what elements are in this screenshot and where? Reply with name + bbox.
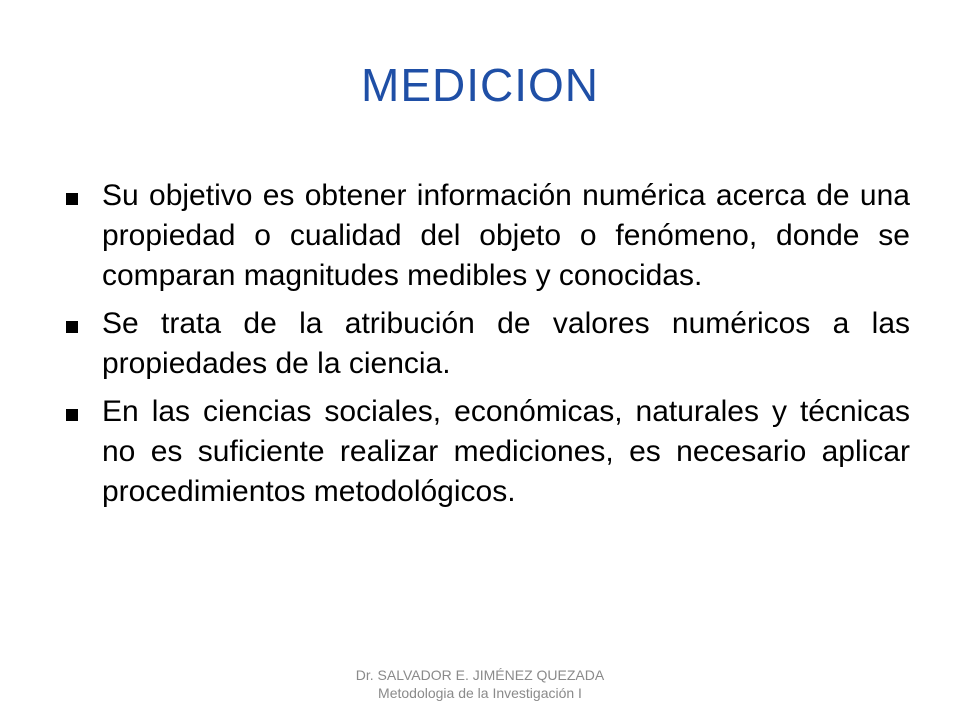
bullet-list xyxy=(66,176,910,520)
square-bullet-icon xyxy=(66,392,102,421)
square-bullet-icon xyxy=(66,304,102,333)
bullet-item xyxy=(66,392,910,512)
square-bullet-icon xyxy=(66,176,102,205)
bullet-item xyxy=(66,176,910,296)
footer-author: Dr. SALVADOR E. JIMÉNEZ QUEZADA xyxy=(355,667,605,683)
bullet-text: En las ciencias sociales, económicas, naturales y técnicas no es suficiente realizar mediciones, es necesario aplicar procedimientos metodológicos. xyxy=(102,395,910,508)
slide-footer xyxy=(0,666,960,702)
bullet-item xyxy=(66,304,910,384)
bullet-text: Se trata de la atribución de valores numéricos a las propiedades de la ciencia. xyxy=(102,307,910,380)
footer-course: Metodologia de la Investigación I xyxy=(378,685,582,701)
slide-title: MEDICION xyxy=(361,59,599,111)
bullet-text: Su objetivo es obtener información numérica acerca de una propiedad o cualidad del objeto o fenómeno, donde se comparan magnitudes medibles y conocidas. xyxy=(102,179,910,292)
